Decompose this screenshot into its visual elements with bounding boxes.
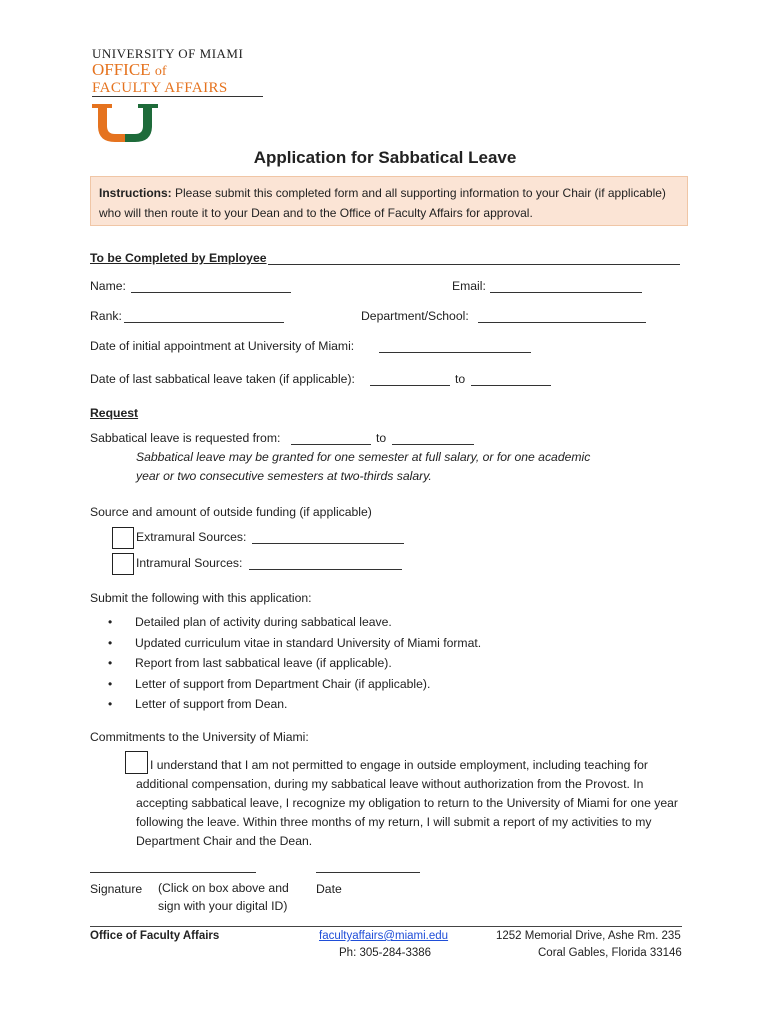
intramural-checkbox[interactable] [112,553,134,575]
list-item [108,653,481,674]
last-sabbatical-to-field[interactable] [471,385,551,386]
submit-heading: Submit the following with this application: [90,591,312,605]
bullet-icon: • [108,656,113,670]
office-word: OFFICE [92,60,151,79]
signature-field[interactable] [90,872,256,873]
extramural-field[interactable] [252,543,404,544]
commitment-text [136,756,686,851]
last-sabbatical-from-field[interactable] [370,385,450,386]
signature-hint-line1: (Click on box above and [158,881,289,895]
bullet-icon: • [108,697,113,711]
list-item-text: Letter of support from Dean. [135,697,288,711]
list-item [108,694,481,715]
salary-note-line2: year or two consecutive semesters at two-thirds salary. [136,469,432,483]
request-heading: Request [90,406,139,420]
initial-appointment-label: Date of initial appointment at University of Miami: [90,339,355,353]
instructions-text: Please submit this completed form and all supporting information to your Chair (if applicable) who will then route it to your Dean and to the Office of Faculty Affairs for approval. [99,186,666,220]
signature-label: Signature [90,882,143,896]
commitments-heading: Commitments to the University of Miami: [90,730,309,744]
requested-from-label: Sabbatical leave is requested from: [90,431,281,445]
name-label: Name: [90,279,126,293]
list-item-text: Letter of support from Department Chair (if applicable). [135,676,431,691]
initial-appointment-field[interactable] [379,352,531,353]
list-item [108,633,481,654]
bullet-icon: • [108,615,113,629]
signature-hint-line2: sign with your digital ID) [158,899,288,913]
rank-field[interactable] [124,322,284,323]
bullet-icon: • [108,635,113,650]
email-field[interactable] [490,292,642,293]
footer-email-link[interactable]: facultyaffairs@miami.edu [319,930,449,942]
email-label: Email: [452,279,486,293]
department-field[interactable] [478,322,646,323]
extramural-label: Extramural Sources: [136,530,247,544]
department-label: Department/School: [361,309,469,323]
footer-office: Office of Faculty Affairs [90,930,220,942]
list-item-text: Report from last sabbatical leave (if applicable). [135,656,392,670]
requested-to: to [376,431,387,445]
employee-section-heading: To be Completed by Employee [90,251,267,265]
extramural-checkbox[interactable] [112,527,134,549]
university-name: UNIVERSITY OF MIAMI [92,46,244,61]
rank-label: Rank: [90,309,122,323]
commitment-paragraph: I understand that I am not permitted to engage in outside employment, including teaching for additional compensation, during my sabbatical leave without authorization from the Provost. In accepting sabbatical leave, I recognize my obligation to return to the University of Miami for one year following the leave. Within three months of my return, I will submit a report of my activities to my Department Chair and the Dean. [136,758,678,849]
date-field[interactable] [316,872,420,873]
submission-list [108,612,481,715]
footer-address-line1: 1252 Memorial Drive, Ashe Rm. 235 [496,930,681,942]
instructions-label: Instructions: [99,186,172,200]
office-of: of [154,64,167,79]
page-title: Application for Sabbatical Leave [253,148,517,167]
intramural-label: Intramural Sources: [136,556,243,570]
instructions-box [90,176,688,226]
list-item-text: Updated curriculum vitae in standard University of Miami format. [135,635,482,650]
list-item [108,674,481,695]
university-u-logo-icon [92,104,158,142]
faculty-affairs-title: FACULTY AFFAIRS [92,80,228,96]
footer-phone: Ph: 305-284-3386 [339,947,432,959]
funding-label: Source and amount of outside funding (if applicable) [90,505,372,519]
footer-rule [90,926,682,927]
intramural-field[interactable] [249,569,402,570]
list-item [108,612,481,633]
salary-note-line1: Sabbatical leave may be granted for one semester at full salary, or for one academic [136,450,591,464]
last-sabbatical-label: Date of last sabbatical leave taken (if applicable): [90,372,355,386]
requested-to-field[interactable] [392,444,474,445]
date-label: Date [316,882,342,896]
last-sabbatical-to: to [455,372,466,386]
list-item-text: Detailed plan of activity during sabbatical leave. [135,615,392,629]
requested-from-field[interactable] [291,444,371,445]
name-field[interactable] [131,292,291,293]
office-title [92,61,167,80]
bullet-icon: • [108,676,113,691]
footer-address-line2: Coral Gables, Florida 33146 [538,947,682,959]
header-rule [92,96,263,97]
employee-heading-rule [268,264,680,265]
